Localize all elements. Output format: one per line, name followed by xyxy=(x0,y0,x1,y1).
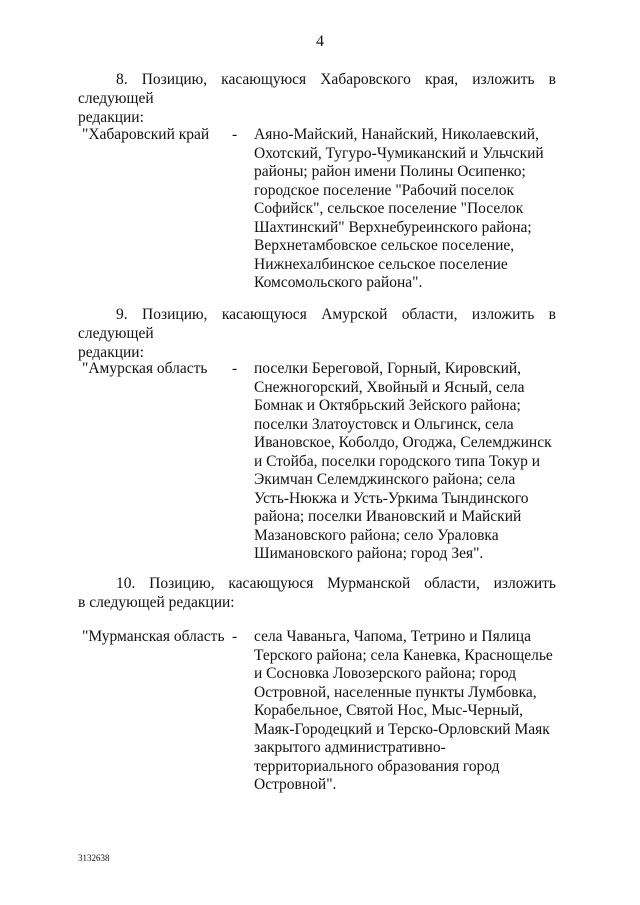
paragraph-10-intro xyxy=(78,574,556,612)
region-name: "Хабаровский край xyxy=(82,126,210,143)
settlement-list xyxy=(254,126,559,293)
list-line: поселки Златоустовск и Ольгинск, села xyxy=(254,415,514,433)
entry-dash: - xyxy=(232,360,238,377)
list-line: Софийск", сельское поселение "Поселок xyxy=(254,200,524,217)
list-line: Корабельное, Святой Нос, Мыс-Черный, xyxy=(254,702,524,719)
list-line: районы; район имени Полины Осипенко; xyxy=(254,163,526,180)
document-code: 3132638 xyxy=(78,853,110,863)
list-line: Терского района; села Каневка, Краснощелье xyxy=(254,646,553,664)
list-line: Усть-Нюкжа и Усть-Уркима Тындинского xyxy=(254,489,529,507)
list-line: Снежногорский, Хвойный и Ясный, села xyxy=(254,378,525,396)
list-line: Мазановского района; село Ураловка xyxy=(254,526,499,544)
list-line: Комсомольского района". xyxy=(254,274,423,291)
list-line: городское поселение "Рабочий поселок xyxy=(254,181,515,199)
list-line: Аяно-Майский, Нанайский, Николаевский, xyxy=(254,126,539,143)
settlement-list xyxy=(254,628,559,795)
list-line: Верхнетамбовское сельское поселение, xyxy=(254,237,515,254)
list-line: района; поселки Ивановский и Майский xyxy=(254,508,522,525)
list-line: Ивановское, Коболдо, Огоджа, Селемджинск xyxy=(254,434,552,451)
list-line: закрытого административно- xyxy=(254,739,446,756)
list-line: Шахтинский" Верхнебуреинского района; xyxy=(254,218,532,236)
list-line: Бомнак и Октябрьский Зейского района; xyxy=(254,397,521,414)
list-line: села Чаваньга, Чапома, Тетрино и Пялица xyxy=(254,628,531,645)
paragraph-9-intro-line-1: 9. Позицию, касающуюся Амурской области, изложить в следующей xyxy=(78,306,556,342)
list-line: и Стойба, поселки городского типа Токур и xyxy=(254,452,541,470)
list-line: Охотский, Тугуро-Чумиканский и Ульчский xyxy=(254,144,544,162)
list-line: и Сосновка Ловозерского района; город xyxy=(254,665,517,682)
list-line: Экимчан Селемджинского района; села xyxy=(254,471,516,488)
paragraph-9-intro xyxy=(78,305,556,362)
paragraph-10-intro-line-2: в следующей редакции: xyxy=(78,594,235,611)
paragraph-10-intro-line-1: 10. Позицию, касающуюся Мурманской области, изложить xyxy=(116,575,556,592)
entry-dash: - xyxy=(232,126,238,143)
list-line: Нижнехалбинское сельское поселение xyxy=(254,255,508,273)
entry-dash: - xyxy=(232,628,238,645)
region-name: "Амурская область xyxy=(82,360,208,377)
region-name: "Мурманская область xyxy=(82,628,225,645)
paragraph-8-intro-line-2: редакции: xyxy=(78,109,144,126)
paragraph-8-intro xyxy=(78,70,556,127)
list-line: Островной". xyxy=(254,776,337,793)
page-number: 4 xyxy=(316,33,324,50)
list-line: поселки Береговой, Горный, Кировский, xyxy=(254,360,522,377)
paragraph-8-intro-line-1: 8. Позицию, касающуюся Хабаровского края, изложить в следующей xyxy=(78,71,556,107)
list-line: Шимановского района; город Зея". xyxy=(254,545,484,562)
list-line: территориального образования город xyxy=(254,757,500,775)
list-line: Маяк-Городецкий и Терско-Орловский Маяк xyxy=(254,720,550,738)
paragraph-9-intro-line-2: редакции: xyxy=(78,344,144,361)
settlement-list xyxy=(254,360,559,564)
list-line: Островной, населенные пункты Лумбовка, xyxy=(254,683,537,701)
